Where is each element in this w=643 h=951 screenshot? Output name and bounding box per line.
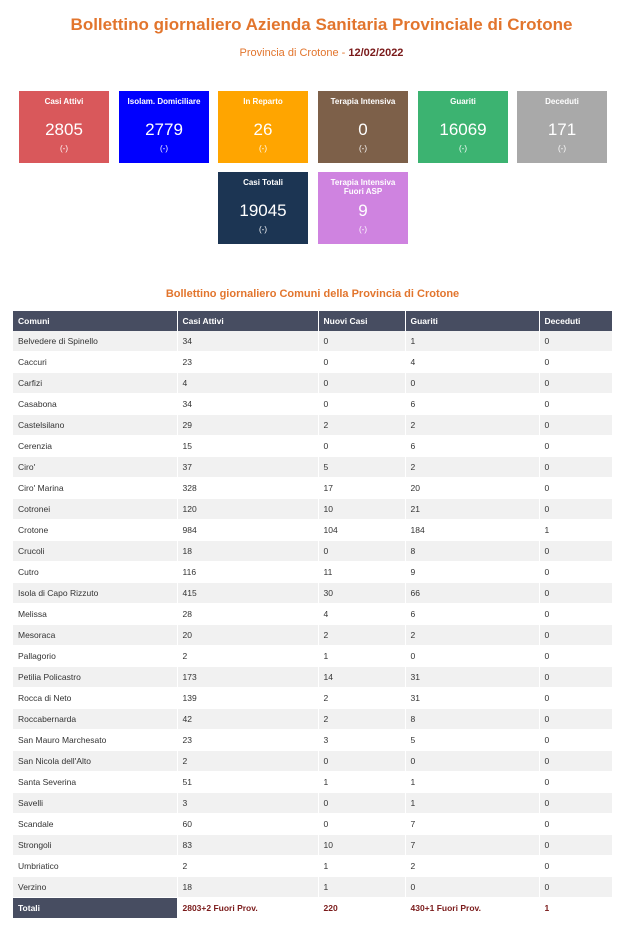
cell-deceduti: 0 [539,478,612,499]
cell-comune: Roccabernarda [13,709,177,730]
card-value: 9 [358,201,368,220]
cell-casi-attivi: 328 [177,478,318,499]
cell-guariti: 21 [405,499,539,520]
cell-nuovi-casi: 10 [318,835,405,856]
cell-guariti: 0 [405,877,539,898]
table-row [13,856,612,877]
card-label: In Reparto [243,97,283,106]
section-title: Bollettino giornaliero Comuni della Provincia di Crotone [165,288,460,300]
totals-nuovi-casi: 220 [318,898,405,919]
cell-comune: Ciro' Marina [13,478,177,499]
cell-deceduti: 0 [539,625,612,646]
table-row [13,751,612,772]
cell-deceduti: 0 [539,730,612,751]
cell-deceduti: 1 [539,520,612,541]
cell-deceduti: 0 [539,604,612,625]
cell-deceduti: 0 [539,415,612,436]
cell-deceduti: 0 [539,562,612,583]
cell-guariti: 2 [405,415,539,436]
table-row [13,541,612,562]
cell-comune: Cutro [13,562,177,583]
cell-deceduti: 0 [539,877,612,898]
totals-label: Totali [13,898,177,919]
cell-nuovi-casi: 2 [318,415,405,436]
cell-casi-attivi: 2 [177,751,318,772]
page-subtitle [0,47,643,59]
cell-nuovi-casi: 10 [318,499,405,520]
cell-guariti: 1 [405,772,539,793]
cell-casi-attivi: 60 [177,814,318,835]
card-isolamento-domiciliare [119,91,209,163]
cell-casi-attivi: 2 [177,646,318,667]
card-value: 2779 [145,120,183,139]
table-header-row [13,311,612,331]
cell-deceduti: 0 [539,709,612,730]
totals-deceduti: 1 [539,898,612,919]
card-label: Casi Attivi [44,97,84,106]
card-value: 2805 [45,120,83,139]
table-row [13,331,612,352]
cell-comune: Crucoli [13,541,177,562]
table-row [13,583,612,604]
cell-guariti: 20 [405,478,539,499]
card-change: (-) [259,144,267,153]
cell-nuovi-casi: 0 [318,352,405,373]
card-terapia-intensiva-fuori-asp [318,172,408,244]
cell-guariti: 31 [405,688,539,709]
col-header-deceduti: Deceduti [539,311,612,331]
cell-nuovi-casi: 2 [318,688,405,709]
table-row [13,877,612,898]
cell-casi-attivi: 116 [177,562,318,583]
cell-comune: Savelli [13,793,177,814]
cell-nuovi-casi: 1 [318,877,405,898]
table-row [13,772,612,793]
table-row [13,604,612,625]
cell-casi-attivi: 18 [177,541,318,562]
cell-nuovi-casi: 14 [318,667,405,688]
cell-deceduti: 0 [539,856,612,877]
cell-deceduti: 0 [539,688,612,709]
card-change: (-) [259,225,267,234]
cell-deceduti: 0 [539,457,612,478]
cell-comune: Verzino [13,877,177,898]
table-row [13,499,612,520]
cell-nuovi-casi: 0 [318,373,405,394]
cell-guariti: 66 [405,583,539,604]
cell-comune: Ciro' [13,457,177,478]
cell-casi-attivi: 37 [177,457,318,478]
table-row [13,352,612,373]
card-value: 0 [358,120,368,139]
table-row [13,415,612,436]
cell-nuovi-casi: 2 [318,625,405,646]
cell-nuovi-casi: 1 [318,646,405,667]
cell-comune: Scandale [13,814,177,835]
cell-comune: Mesoraca [13,625,177,646]
cell-casi-attivi: 29 [177,415,318,436]
table-row [13,457,612,478]
table-row [13,835,612,856]
cell-casi-attivi: 984 [177,520,318,541]
bulletin-date: 12/02/2022 [348,47,404,59]
cell-guariti: 31 [405,667,539,688]
card-label: Terapia Intensiva Fuori ASP [330,178,396,196]
table-row [13,709,612,730]
table-row [13,436,612,457]
cell-casi-attivi: 20 [177,625,318,646]
col-header-casi-attivi: Casi Attivi [177,311,318,331]
cell-deceduti: 0 [539,331,612,352]
card-label: Deceduti [545,97,579,106]
col-header-nuovi-casi: Nuovi Casi [318,311,405,331]
cell-deceduti: 0 [539,394,612,415]
card-change: (-) [160,144,168,153]
table-row [13,520,612,541]
cell-nuovi-casi: 0 [318,751,405,772]
cell-deceduti: 0 [539,835,612,856]
card-casi-attivi [19,91,109,163]
cell-casi-attivi: 4 [177,373,318,394]
cell-guariti: 2 [405,625,539,646]
cell-nuovi-casi: 2 [318,709,405,730]
cell-deceduti: 0 [539,751,612,772]
cell-comune: Casabona [13,394,177,415]
card-label: Casi Totali [243,178,283,187]
cell-deceduti: 0 [539,772,612,793]
cell-guariti: 9 [405,562,539,583]
table-row [13,394,612,415]
card-change: (-) [359,144,367,153]
cell-deceduti: 0 [539,793,612,814]
comuni-table [13,311,612,919]
table-row [13,562,612,583]
table-row [13,793,612,814]
cell-casi-attivi: 3 [177,793,318,814]
cell-guariti: 184 [405,520,539,541]
cell-casi-attivi: 42 [177,709,318,730]
cell-guariti: 2 [405,856,539,877]
cell-comune: Strongoli [13,835,177,856]
cell-comune: Castelsilano [13,415,177,436]
col-header-guariti: Guariti [405,311,539,331]
table-row [13,688,612,709]
table-row [13,814,612,835]
cell-comune: Crotone [13,520,177,541]
card-label: Isolam. Domiciliare [127,97,201,106]
cell-casi-attivi: 83 [177,835,318,856]
cell-comune: San Nicola dell'Alto [13,751,177,772]
table-row [13,667,612,688]
cell-casi-attivi: 28 [177,604,318,625]
cell-casi-attivi: 51 [177,772,318,793]
card-terapia-intensiva [318,91,408,163]
cell-deceduti: 0 [539,541,612,562]
card-change: (-) [459,144,467,153]
cell-guariti: 8 [405,709,539,730]
cell-nuovi-casi: 0 [318,793,405,814]
cell-comune: Isola di Capo Rizzuto [13,583,177,604]
cell-nuovi-casi: 0 [318,436,405,457]
cell-casi-attivi: 139 [177,688,318,709]
cell-casi-attivi: 173 [177,667,318,688]
card-change: (-) [60,144,68,153]
cell-guariti: 6 [405,436,539,457]
cell-nuovi-casi: 11 [318,562,405,583]
cell-nuovi-casi: 104 [318,520,405,541]
cell-comune: Rocca di Neto [13,688,177,709]
cell-deceduti: 0 [539,646,612,667]
cell-guariti: 2 [405,457,539,478]
cell-comune: Cerenzia [13,436,177,457]
card-value: 171 [547,120,577,139]
table-row [13,646,612,667]
cell-comune: Petilia Policastro [13,667,177,688]
cell-comune: Belvedere di Spinello [13,331,177,352]
cell-nuovi-casi: 5 [318,457,405,478]
cell-nuovi-casi: 1 [318,772,405,793]
cell-guariti: 6 [405,604,539,625]
cell-guariti: 8 [405,541,539,562]
cell-casi-attivi: 34 [177,394,318,415]
cell-nuovi-casi: 30 [318,583,405,604]
table-row [13,625,612,646]
card-deceduti [517,91,607,163]
cell-nuovi-casi: 0 [318,541,405,562]
cell-comune: Umbriatico [13,856,177,877]
cell-nuovi-casi: 17 [318,478,405,499]
cell-guariti: 5 [405,730,539,751]
col-header-comuni: Comuni [13,311,177,331]
cell-deceduti: 0 [539,436,612,457]
cell-deceduti: 0 [539,373,612,394]
cell-casi-attivi: 23 [177,352,318,373]
cell-guariti: 7 [405,814,539,835]
cell-guariti: 4 [405,352,539,373]
cell-comune: Santa Severina [13,772,177,793]
cell-casi-attivi: 120 [177,499,318,520]
cell-guariti: 1 [405,793,539,814]
card-casi-totali [218,172,308,244]
table-row [13,478,612,499]
province-label: Provincia di Crotone - [239,47,349,59]
card-value: 19045 [239,201,287,220]
cell-nuovi-casi: 4 [318,604,405,625]
card-change: (-) [558,144,566,153]
cell-nuovi-casi: 0 [318,814,405,835]
card-in-reparto [218,91,308,163]
card-change: (-) [359,225,367,234]
card-label: Guariti [450,97,476,106]
cell-guariti: 0 [405,373,539,394]
cell-nuovi-casi: 3 [318,730,405,751]
totals-casi-attivi: 2803+2 Fuori Prov. [177,898,318,919]
cell-deceduti: 0 [539,667,612,688]
cell-deceduti: 0 [539,352,612,373]
cell-comune: Carfizi [13,373,177,394]
cell-casi-attivi: 2 [177,856,318,877]
cell-comune: San Mauro Marchesato [13,730,177,751]
cell-comune: Melissa [13,604,177,625]
cell-casi-attivi: 15 [177,436,318,457]
table-row [13,373,612,394]
cell-deceduti: 0 [539,814,612,835]
cell-guariti: 0 [405,751,539,772]
cell-nuovi-casi: 0 [318,394,405,415]
cell-casi-attivi: 34 [177,331,318,352]
table-row [13,730,612,751]
cell-comune: Caccuri [13,352,177,373]
cell-guariti: 0 [405,646,539,667]
card-label: Terapia Intensiva [330,97,396,106]
cell-casi-attivi: 18 [177,877,318,898]
totals-guariti: 430+1 Fuori Prov. [405,898,539,919]
cell-nuovi-casi: 0 [318,331,405,352]
card-value: 26 [253,120,273,139]
card-value: 16069 [439,120,487,139]
cell-casi-attivi: 23 [177,730,318,751]
cell-comune: Pallagorio [13,646,177,667]
cell-guariti: 6 [405,394,539,415]
cell-deceduti: 0 [539,499,612,520]
cell-nuovi-casi: 1 [318,856,405,877]
cell-comune: Cotronei [13,499,177,520]
cell-guariti: 7 [405,835,539,856]
totals-row [13,898,612,919]
cell-deceduti: 0 [539,583,612,604]
cell-guariti: 1 [405,331,539,352]
page-title: Bollettino giornaliero Azienda Sanitaria Provinciale di Crotone [70,15,573,34]
card-guariti [418,91,508,163]
cell-casi-attivi: 415 [177,583,318,604]
